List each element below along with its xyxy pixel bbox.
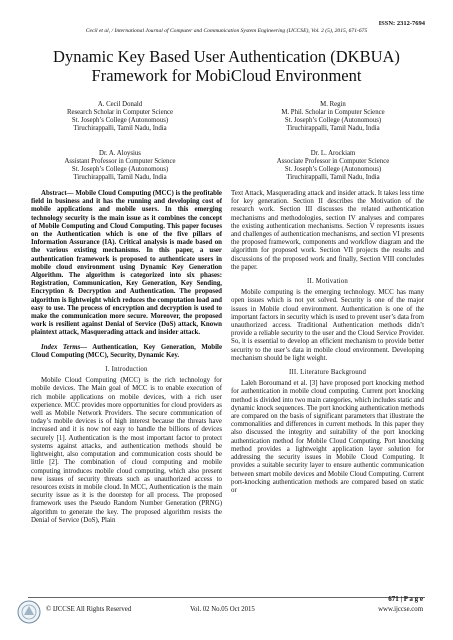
volume-info: Vol. 02 No.05 Oct 2015 bbox=[190, 606, 255, 613]
section-heading-introduction: I. Introduction bbox=[105, 366, 148, 374]
motivation-paragraph: Mobile computing is the emerging technology. MCC has many open issues which is not yet solved. Security is one of the major issues in Mobile cloud environment. Authentication is one of the important factors in security which is used to prevent user’s data from unauthorized access. Traditional Authentication methods didn’t provide a reliable security to the user and the Cloud Service Provider. So, it is essential to develop an efficient mechanism to provide better security to the user’s data in mobile cloud environment. Developing mechanism should be light weight. bbox=[231, 289, 424, 362]
section-heading-literature: III. Literature Background bbox=[288, 369, 367, 377]
author-org: St. Joseph’s College (Autonomous) bbox=[284, 117, 382, 124]
author-role: M. Phil. Scholar in Computer Science bbox=[281, 109, 385, 116]
author-place: Tiruchirappalli, Tamil Nadu, India bbox=[286, 174, 380, 181]
index-terms-label: Index Terms— bbox=[41, 343, 88, 351]
literature-paragraph: Laleh Boroumand et al. [3] have proposed port knocking method for authentication in mobile cloud computing. Current port knocking method is divided into two main categories, which includes static and dynamic knock sequences. The port knocking authentication methods are compared on the basis of significant parameters that illustrate the commonalities and differences in current methods. In this paper they also discussed the integrity and suitability of the port knocking authentication method for Mobile Cloud Computing. Port knocking method provides a lightweight application layer solution for addressing the security issues in Mobile Cloud Computing. It provides a suitable security layer to ensure authentic communication between smart mobile devices and Mobile Cloud Computing. Current port-knocking authentication methods are compared based on static or bbox=[231, 380, 424, 494]
title-line-2: Framework for MobiCloud Environment bbox=[91, 66, 362, 85]
author-place: Tiruchirappalli, Tamil Nadu, India bbox=[73, 125, 167, 132]
author-name: Dr. A. Aloysius bbox=[99, 150, 141, 157]
author-org: St. Joseph’s College (Autonomous) bbox=[71, 166, 169, 173]
section-heading-motivation: II. Motivation bbox=[307, 278, 348, 286]
author-role: Research Scholar in Computer Science bbox=[66, 109, 174, 116]
left-column bbox=[31, 190, 222, 588]
author-block-1 bbox=[20, 101, 220, 133]
ijccse-logo-icon bbox=[17, 599, 41, 625]
introduction-paragraph: Mobile Cloud Computing (MCC) is the rich technology for mobile devices. The Main goal of MCC is to enable execution of rich mobile applications on mobile devices, with a rich user experience. MCC provides more opportunities for cloud providers as well as Mobile Network Providers. The secure communication of today’s mobile devices is of high interest because the threats have increased and it is now not easy to handle the billions of devices securely [1]. Authentication is the most important factor to protect systems against attacks, and authentication methods should be lightweight, also computation and communication costs should be little [2]. The combination of cloud computing and mobile computing introduces mobile cloud computing, which also present new issues of security threats such as unauthorized access to resources exists in mobile cloud. In MCC, Authentication is the main security issue as it is the doorstep for all process. The proposed framework uses the Pseudo Random Number Generation (PRNG) algorithm to generate the key. The proposed algorithm resists the Denial of Service (DoS), Plain bbox=[31, 377, 222, 524]
author-role: Assistant Professor in Computer Science bbox=[64, 158, 176, 165]
author-name: M. Regin bbox=[320, 101, 346, 108]
journal-citation: Cecil et al, / International Journal of Computer and Communication System Engineering (IJCCSE), Vol. 2 (5), 2015, 671-675 bbox=[85, 28, 368, 34]
right-column bbox=[231, 190, 424, 588]
footer-divider bbox=[28, 597, 425, 598]
issn: ISSN: 2312-7694 bbox=[378, 20, 425, 27]
author-place: Tiruchirappalli, Tamil Nadu, India bbox=[73, 174, 167, 181]
copyright-notice: © IJCCSE All Rights Reserved bbox=[46, 606, 132, 613]
author-block-3 bbox=[20, 150, 220, 182]
author-block-4 bbox=[233, 150, 433, 182]
author-name: Dr. L. Arockiam bbox=[310, 150, 356, 157]
author-name: A. Cecil Donald bbox=[97, 101, 143, 108]
abstract: Abstract— Mobile Cloud Computing (MCC) is the profitable field in business and it has the running and developing cost of mobile applications and mobile users. In this emerging technology security is the main issue as it combines the concept of Mobile Computing and Cloud Computing. This paper focuses on the Authentication which is one of the five pillars of Information Assurance (IA). Critical analysis is made based on the various existing mechanisms. In this paper, a user authentication framework is proposed to authenticate users in mobile cloud environment using Dynamic Key Generation Algorithm. The algorithm is categorized into six phases: Registration, Communication, Key Generation, Key Sending, Encryption & Decryption and Authentication. The proposed algorithm is lightweight which reduces the computation load and easy to use. The process of encryption and decryption is used to make the communication more secure. Moreover, the proposed work is resilient against Denial of Service (DoS) attack, Known plaintext attack, Masquerading attack and insider attack. bbox=[31, 190, 222, 337]
index-terms-text: Authentication, Key Generation, Mobile Cloud Computing (MCC), Security, Dynamic Key. bbox=[31, 343, 222, 359]
author-role: Associate Professor in Computer Science bbox=[276, 158, 390, 165]
introduction-continued: Text Attack, Masquerading attack and insider attack. It takes less time for key generation. Section II describes the Motivation of the research work. Section III discusses the related authentication mechanisms and methodologies, section IV analyses and compares the existing authentication mechanisms. Section V represents issues and challenges of authentication mechanisms, and section VI presents the proposed framework, components and workflow diagram and the algorithm for proposed work. Section VII projects the results and discussions of the proposed work and finally, Section VIII concludes the paper. bbox=[231, 190, 424, 271]
paper-title bbox=[20, 47, 433, 85]
author-block-2 bbox=[233, 101, 433, 133]
title-line-1: Dynamic Key Based User Authentication (DKBUA) bbox=[53, 47, 400, 66]
author-org: St. Joseph’s College (Autonomous) bbox=[71, 117, 169, 124]
journal-website: www.ijccse.com bbox=[378, 606, 423, 613]
author-org: St. Joseph’s College (Autonomous) bbox=[284, 166, 382, 173]
index-terms bbox=[31, 344, 222, 360]
author-place: Tiruchirappalli, Tamil Nadu, India bbox=[286, 125, 380, 132]
page-number: 671 | P a g e bbox=[388, 595, 423, 603]
